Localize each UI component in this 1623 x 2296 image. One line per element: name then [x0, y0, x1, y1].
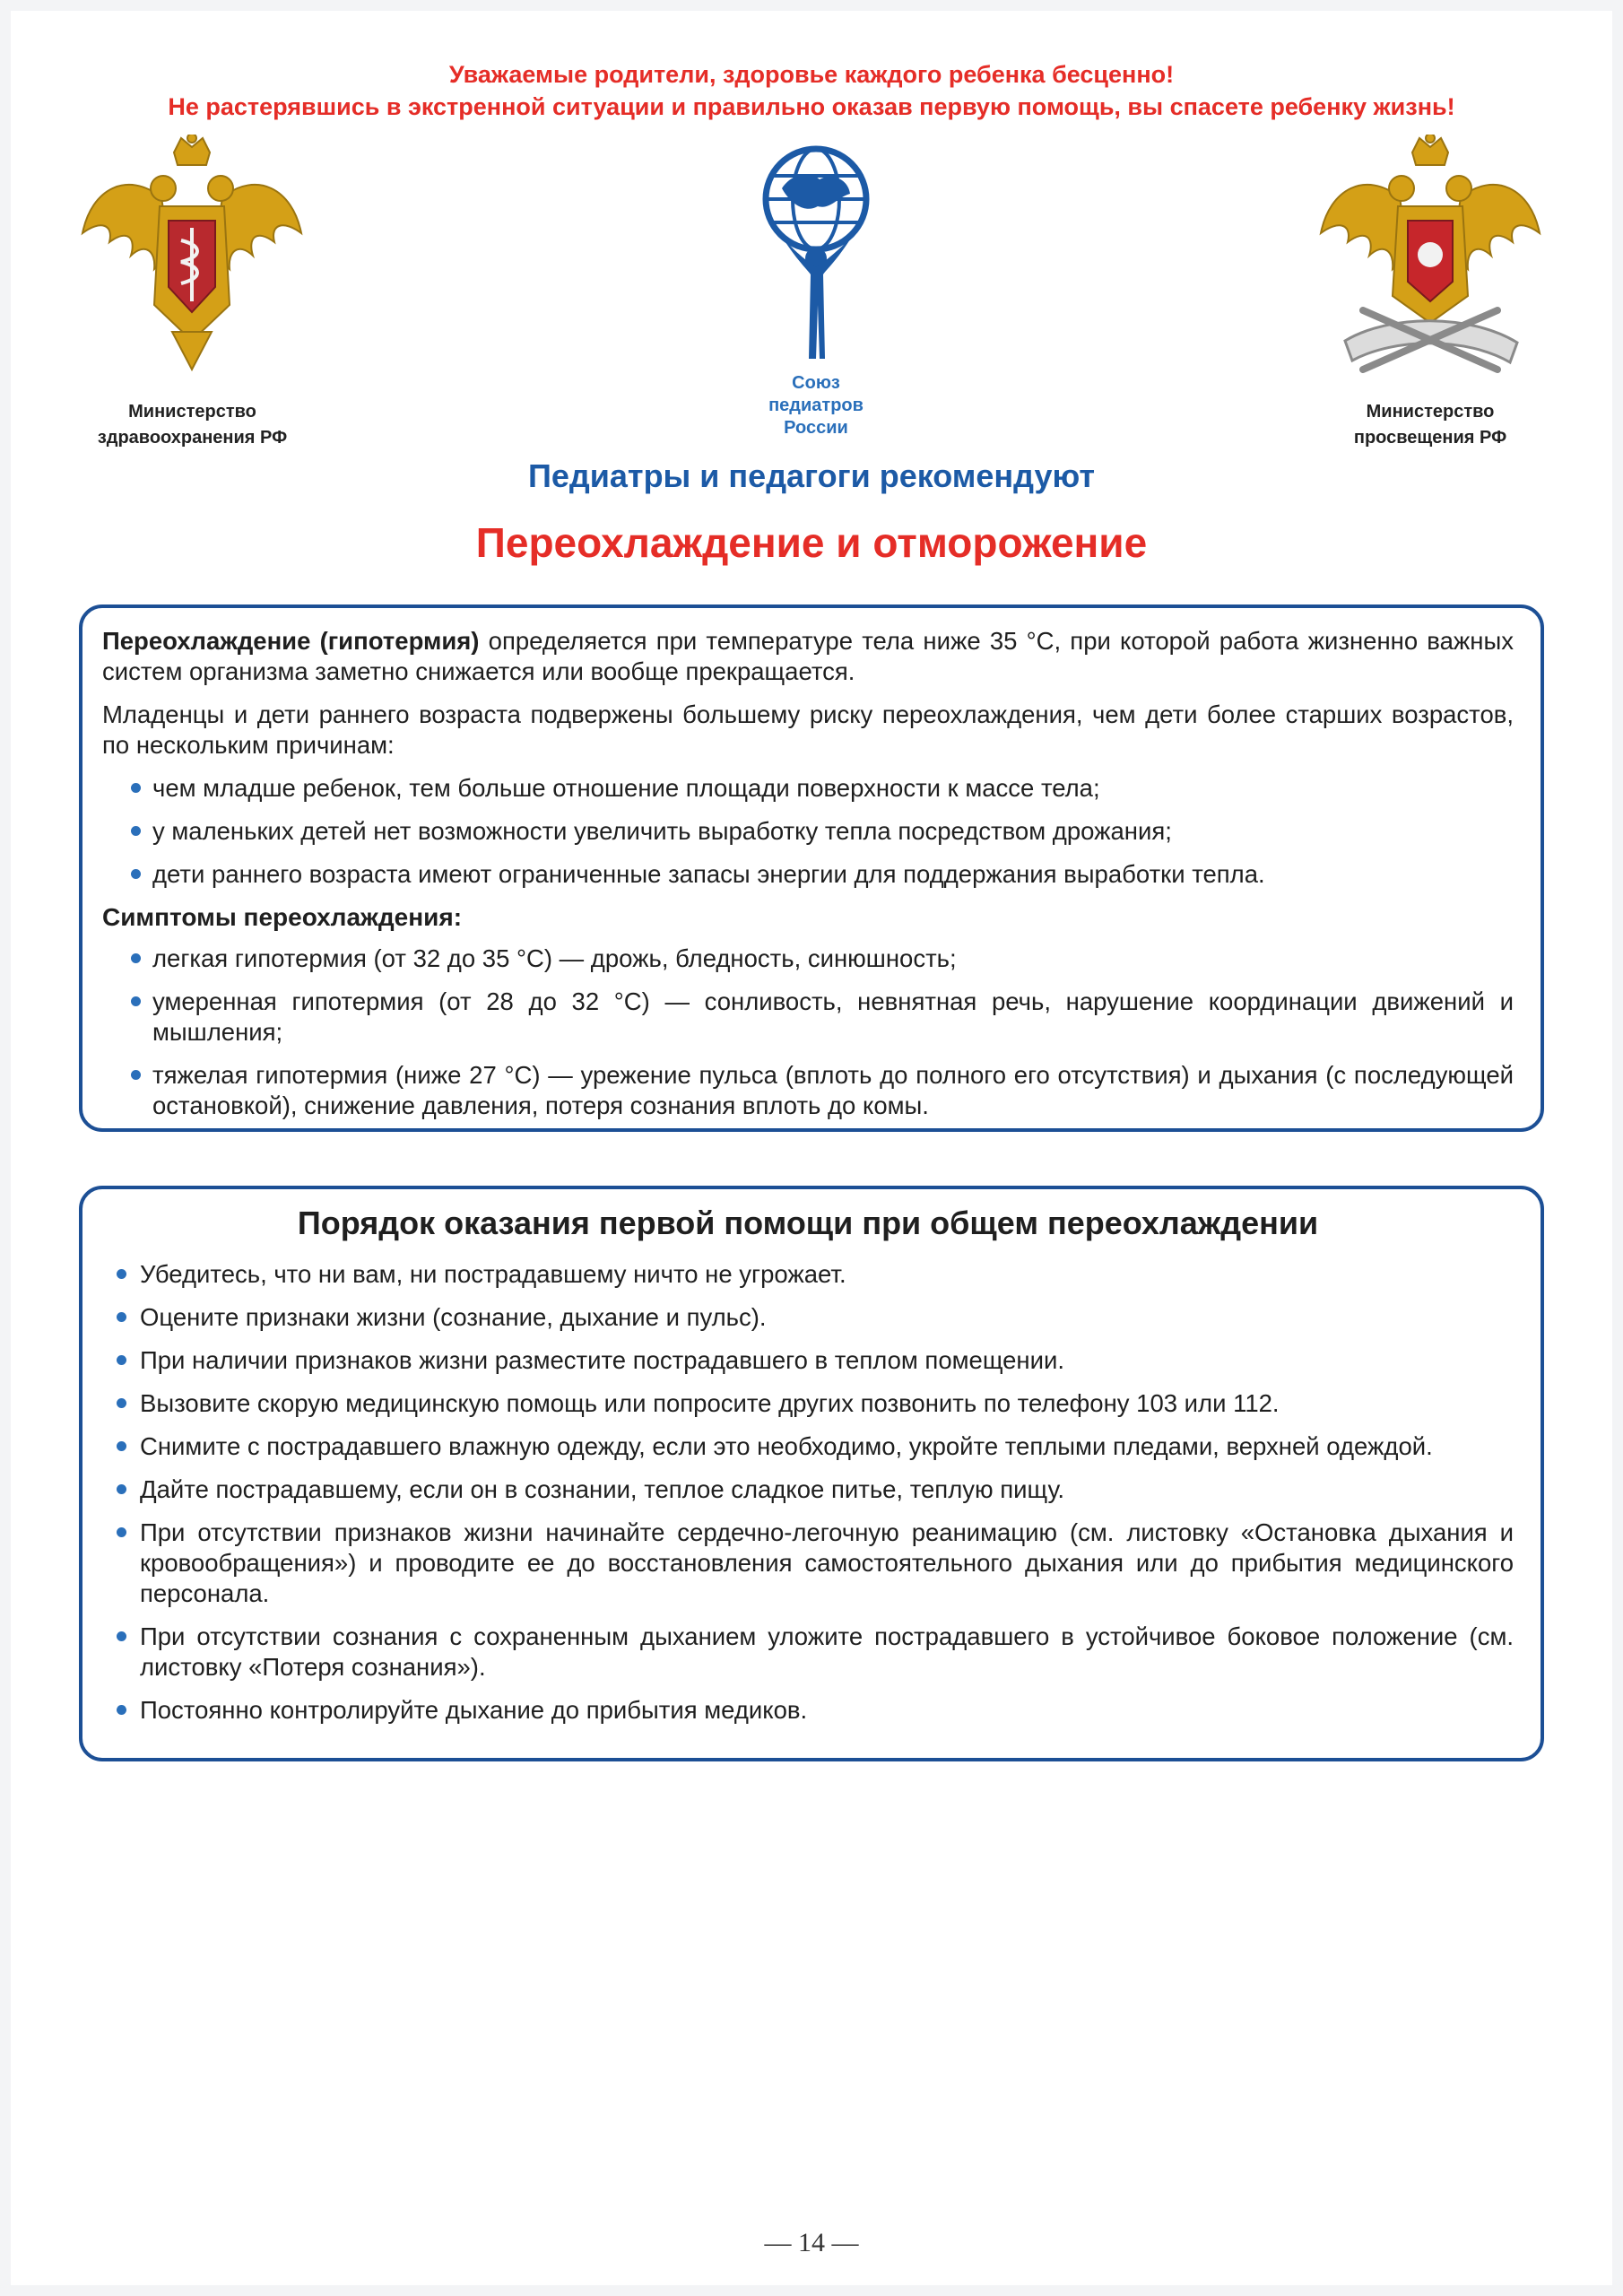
header-line-2: Не растерявшись в экстренной ситуации и правильно оказав первую помощь, вы спасете ребенку жизнь!	[168, 93, 1455, 120]
step-text: Дайте пострадавшему, если он в сознании, теплое сладкое питье, теплую пищу.	[140, 1475, 1065, 1503]
list-item	[102, 773, 1514, 804]
first-aid-box	[79, 1186, 1544, 1761]
page-number: — 14 —	[764, 2228, 859, 2257]
list-item	[102, 816, 1514, 847]
step-text: Постоянно контролируйте дыхание до прибытия медиков.	[140, 1696, 808, 1724]
symptoms-heading: Симптомы переохлаждения:	[102, 903, 463, 931]
ministry-health-caption-1: Министерство	[128, 402, 256, 422]
list-item	[102, 1622, 1514, 1683]
list-item	[102, 1431, 1514, 1462]
reasons-list	[102, 773, 1514, 890]
reason-text: дети раннего возраста имеют ограниченные запасы энергии для поддержания выработки тепла.	[152, 860, 1265, 888]
ministry-health-logo	[74, 135, 311, 451]
list-item	[102, 1302, 1514, 1333]
ministry-education-caption-2: просвещения РФ	[1353, 428, 1507, 448]
reason-text: чем младше ребенок, тем больше отношение площади поверхности к массе тела;	[152, 774, 1100, 802]
list-item	[102, 859, 1514, 890]
bullet-dot-icon	[117, 1355, 126, 1365]
symptoms-list	[102, 944, 1514, 1121]
list-item	[102, 987, 1514, 1048]
ministry-health-caption-2: здравоохранения РФ	[97, 428, 288, 448]
ministry-education-caption-1: Министерство	[1366, 402, 1495, 422]
bullet-dot-icon	[131, 826, 141, 836]
bullet-dot-icon	[117, 1441, 126, 1451]
reason-text: у маленьких детей нет возможности увеличить выработку тепла посредством дрожания;	[152, 817, 1172, 845]
bullet-dot-icon	[117, 1484, 126, 1494]
definition-paragraph	[102, 626, 1514, 687]
bullet-dot-icon	[117, 1631, 126, 1641]
bullet-dot-icon	[131, 869, 141, 879]
bullet-dot-icon	[117, 1527, 126, 1537]
header-line-1: Уважаемые родители, здоровье каждого ребенка бесценно!	[448, 61, 1175, 88]
hypothermia-info-box	[79, 604, 1544, 1132]
step-text: При наличии признаков жизни разместите пострадавшего в теплом помещении.	[140, 1346, 1064, 1374]
symptom-text: умеренная гипотермия (от 28 до 32 °С) — сонливость, невнятная речь, нарушение координации движений и мышления;	[152, 987, 1514, 1046]
list-item	[102, 944, 1514, 974]
bullet-dot-icon	[131, 996, 141, 1006]
list-item	[102, 1060, 1514, 1121]
list-item	[102, 1388, 1514, 1419]
first-aid-steps-list	[102, 1259, 1514, 1726]
step-text: При отсутствии сознания с сохраненным дыханием уложите пострадавшего в устойчивое боковое положение (см. листовку «Потеря сознания»).	[140, 1622, 1514, 1681]
symptom-text: легкая гипотермия (от 32 до 35 °С) — дрожь, бледность, синюшность;	[152, 944, 957, 972]
bullet-dot-icon	[117, 1312, 126, 1322]
pediatricians-union-logo	[726, 144, 906, 439]
bullet-dot-icon	[131, 1070, 141, 1080]
ministry-health-emblem-icon	[74, 135, 311, 395]
list-item	[102, 1695, 1514, 1726]
step-text: Вызовите скорую медицинскую помощь или попросите других позвонить по телефону 103 или 112.	[140, 1389, 1280, 1417]
union-caption-3: России	[784, 418, 848, 438]
ministry-education-logo	[1309, 135, 1551, 451]
step-text: Оцените признаки жизни (сознание, дыхание и пульс).	[140, 1303, 767, 1331]
page-subtitle: Педиатры и педагоги рекомендуют	[528, 457, 1095, 494]
bullet-dot-icon	[117, 1269, 126, 1279]
union-caption-1: Союз	[792, 373, 840, 393]
bullet-dot-icon	[131, 783, 141, 793]
ministry-education-emblem-icon	[1309, 135, 1551, 395]
bullet-dot-icon	[131, 953, 141, 963]
list-item	[102, 1259, 1514, 1290]
step-text: Убедитесь, что ни вам, ни пострадавшему ничто не угрожает.	[140, 1260, 846, 1288]
page-title: Переохлаждение и отморожение	[475, 519, 1148, 566]
symptom-text: тяжелая гипотермия (ниже 27 °С) — урежение пульса (вплоть до полного его отсутствия) и дыхания (с последующей остановкой), снижение давления, потеря сознания вплоть до комы.	[152, 1061, 1514, 1119]
definition-text: определяется при температуре тела ниже 35 °С, при которой работа жизненно важных систем организма заметно снижается или вообще прекращается.	[102, 627, 1514, 685]
bullet-dot-icon	[117, 1705, 126, 1715]
pediatricians-union-logo-icon	[726, 144, 906, 368]
list-item	[102, 1345, 1514, 1376]
list-item	[102, 1474, 1514, 1505]
union-caption-2: педиатров	[768, 396, 864, 415]
step-text: Снимите с пострадавшего влажную одежду, если это необходимо, укройте теплыми пледами, верхней одеждой.	[140, 1432, 1433, 1460]
definition-term: Переохлаждение (гипотермия)	[102, 627, 480, 655]
first-aid-heading: Порядок оказания первой помощи при общем переохлаждении	[297, 1205, 1319, 1241]
intro-paragraph: Младенцы и дети раннего возраста подвержены большему риску переохлаждения, чем дети более старших возрастов, по нескольким причинам:	[102, 700, 1514, 759]
list-item	[102, 1518, 1514, 1609]
step-text: При отсутствии признаков жизни начинайте сердечно-легочную реанимацию (см. листовку «Остановка дыхания и кровообращения») и проводите ее до восстановления самостоятельного дыхания или до прибытия медицинского персонала.	[140, 1518, 1514, 1607]
bullet-dot-icon	[117, 1398, 126, 1408]
